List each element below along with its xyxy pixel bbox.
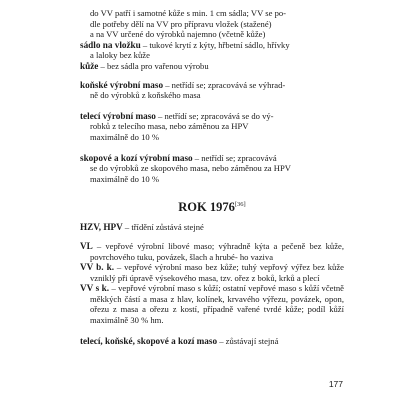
entry-text: – zůstávají stejná [217, 335, 279, 346]
entry-term: sádlo na vložku [80, 39, 141, 50]
entry-text: – netřídí se; zpracovává se výhrad- [163, 79, 286, 90]
entry-text: – netřídí se; zpracovává se do vý- [155, 110, 274, 121]
entry-text: – třídění zůstává stejné [122, 222, 204, 233]
entry-term: VL [80, 240, 93, 251]
text-line: do VV patří i samotné kůže s min. 1 cm sádla; VV se po- [90, 8, 287, 18]
entry-term: telecí výrobní maso [80, 110, 156, 121]
entry-text: – vepřové výrobní libové maso; výhradně kýta a pečeně bez kůže, povrchového tuku, povázek, šlach a hrubé- [90, 240, 344, 262]
entry-text: ho vaziva [239, 251, 274, 262]
heading-reference: [36] [234, 201, 246, 209]
entry-text: se do výrobků ze skopového masa, nebo záměnou za HPV [90, 163, 291, 174]
entry-vv-bez-kuze [80, 262, 344, 283]
page-number: 177 [328, 379, 343, 389]
entry-text: a laloky bez kůže [90, 50, 150, 61]
entry-hzv [80, 222, 344, 233]
entry-konske [80, 80, 344, 101]
entry-text: ně do výrobků z koňského masa [90, 90, 201, 101]
continued-paragraph [80, 8, 344, 40]
entry-text: – vepřové výrobní maso s kůží; ostatní vepřové maso s kůží včetně měkkých částí a masa z hlav, kolínek, krvavého výřezu, povázek, opon, ořezu z masa a ořezu z kostí, případně vařené tvrdé kůže; podíl kůží maximálně 30 % hm. [90, 283, 344, 326]
entry-telecí [80, 111, 344, 143]
entry-term: skopové a kozí výrobní maso [80, 152, 193, 163]
entry-vv-s-kuzi [80, 283, 344, 325]
entry-final [80, 336, 344, 347]
heading-title: ROK 1976 [178, 200, 235, 215]
entry-term: HZV, HPV [80, 222, 123, 233]
entry-sadlo [80, 40, 344, 61]
entry-vl [80, 241, 344, 262]
text-line: a na VV určené do výrobků najemno (včetně kůže) [90, 29, 266, 40]
book-page [80, 8, 344, 346]
entry-text: maximálně do 10 % [90, 173, 159, 184]
text-line: dle potřeby dělí na VV pro přípravu vložek (stažené) [90, 18, 272, 29]
entry-term: kůže [80, 60, 99, 71]
entry-text: robků z telecího masa, nebo záměnou za HPV [90, 121, 249, 132]
entry-skopove [80, 153, 344, 185]
entry-text: maximálně do 10 % [90, 131, 159, 142]
entry-text: – netřídí se; zpracovává [192, 152, 277, 163]
entry-term: telecí, koňské, skopové a kozí maso [80, 335, 218, 346]
entry-term: koňské výrobní maso [80, 79, 164, 90]
entry-text: – tukové krytí z kýty, hřbetní sádlo, hřívky [140, 39, 290, 50]
entry-term: VV s k. [80, 283, 110, 294]
section-heading [80, 198, 344, 214]
entry-kuze [80, 61, 344, 72]
entry-text: – bez sádla pro vařenou výrobu [98, 60, 209, 71]
entry-text: – vepřové výrobní maso bez kůže; tuhý vepřový výřez bez kůže vzniklý při úpravě výsekového masa, tzv. ořez z boků, krků a plecí [90, 262, 344, 283]
entry-term: VV b. k. [80, 262, 115, 273]
